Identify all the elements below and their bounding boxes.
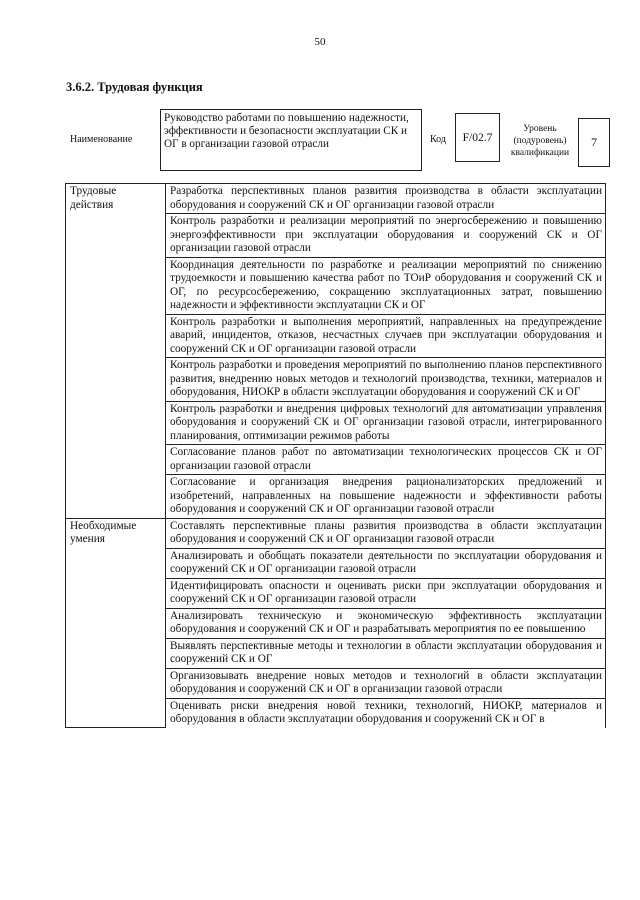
code-label: Код — [430, 134, 446, 145]
required-skills-item: Выявлять перспективные методы и технологии в области эксплуатации оборудования и сооружений СК и ОГ — [166, 638, 606, 668]
section-title: 3.6.2. Трудовая функция — [66, 80, 203, 94]
labor-actions-item: Контроль разработки и внедрения цифровых технологий для автоматизации управления оборудования и сооружений СК и ОГ организации газовой отрасли, интегрированного планирования, оптимизации режимов работы — [166, 401, 606, 445]
labor-actions-item: Согласование и организация внедрения рационализаторских предложений и изобретений, направленных на повышение надежности и эффективности работы оборудования и сооружений СК и ОГ организации газовой отрасли — [166, 475, 606, 519]
table-row — [66, 184, 606, 214]
labor-actions-item: Разработка перспективных планов развития производства в области эксплуатации оборудования и сооружений СК и ОГ организации газовой отрасли — [166, 184, 606, 214]
page-number: 50 — [314, 36, 326, 48]
labor-actions-label: Трудовые действия — [66, 184, 166, 519]
labor-actions-item: Согласование планов работ по автоматизации технологических процессов СК и ОГ организации газовой отрасли — [166, 445, 606, 475]
labor-actions-item: Координация деятельности по разработке и реализации мероприятий по снижению трудоемкости и повышению качества работ по ТОиР оборудования и сооружений СК и ОГ, по ресурсосбережению, сокращению эксплуатационных затрат, повышению надежности и эффективности эксплуатации СК и ОГ — [166, 257, 606, 314]
function-table — [65, 183, 606, 728]
required-skills-item: Организовывать внедрение новых методов и технологий в области эксплуатации оборудования и сооружений СК и ОГ в организации газовой отрасли — [166, 668, 606, 698]
name-label: Наименование — [70, 134, 133, 145]
labor-actions-item: Контроль разработки и реализации мероприятий по энергосбережению и повышению энергоэффективности при эксплуатации оборудования и сооружений СК и ОГ организации газовой отрасли — [166, 214, 606, 258]
required-skills-item: Составлять перспективные планы развития производства в области эксплуатации оборудования и сооружений СК и ОГ организации газовой отрасли — [166, 518, 606, 548]
function-table-body — [66, 184, 606, 728]
required-skills-item: Анализировать техническую и экономическую эффективность эксплуатации оборудования и сооружений СК и ОГ и разрабатывать мероприятия по ее повышению — [166, 608, 606, 638]
qualification-level-label: Уровень (подуровень) квалификации — [510, 124, 570, 158]
function-name-box: Руководство работами по повышению надежности, эффективности и безопасности эксплуатации СК и ОГ в организации газовой отрасли — [160, 109, 422, 171]
required-skills-item: Идентифицировать опасности и оценивать риски при эксплуатации оборудования и сооружений СК и ОГ организации газовой отрасли — [166, 578, 606, 608]
table-row — [66, 518, 606, 548]
qualification-level-box: 7 — [578, 118, 610, 167]
required-skills-item: Анализировать и обобщать показатели деятельности по эксплуатации оборудования и сооружений СК и ОГ организации газовой отрасли — [166, 548, 606, 578]
code-box: F/02.7 — [455, 113, 500, 162]
required-skills-item: Оценивать риски внедрения новой техники, технологий, НИОКР, материалов и оборудования в области эксплуатации оборудования и сооружений СК и ОГ в — [166, 698, 606, 728]
labor-actions-item: Контроль разработки и выполнения мероприятий, направленных на предупреждение аварий, инцидентов, отказов, несчастных случаев при эксплуатации оборудования и сооружений СК и ОГ организации газовой отрасли — [166, 314, 606, 358]
labor-actions-item: Контроль разработки и проведения мероприятий по выполнению планов перспективного развития, внедрению новых методов и технологий производства, техники, материалов и оборудования, НИОКР в области эксплуатации оборудования и сооружений СК и ОГ — [166, 358, 606, 402]
required-skills-label: Необходимые умения — [66, 518, 166, 728]
